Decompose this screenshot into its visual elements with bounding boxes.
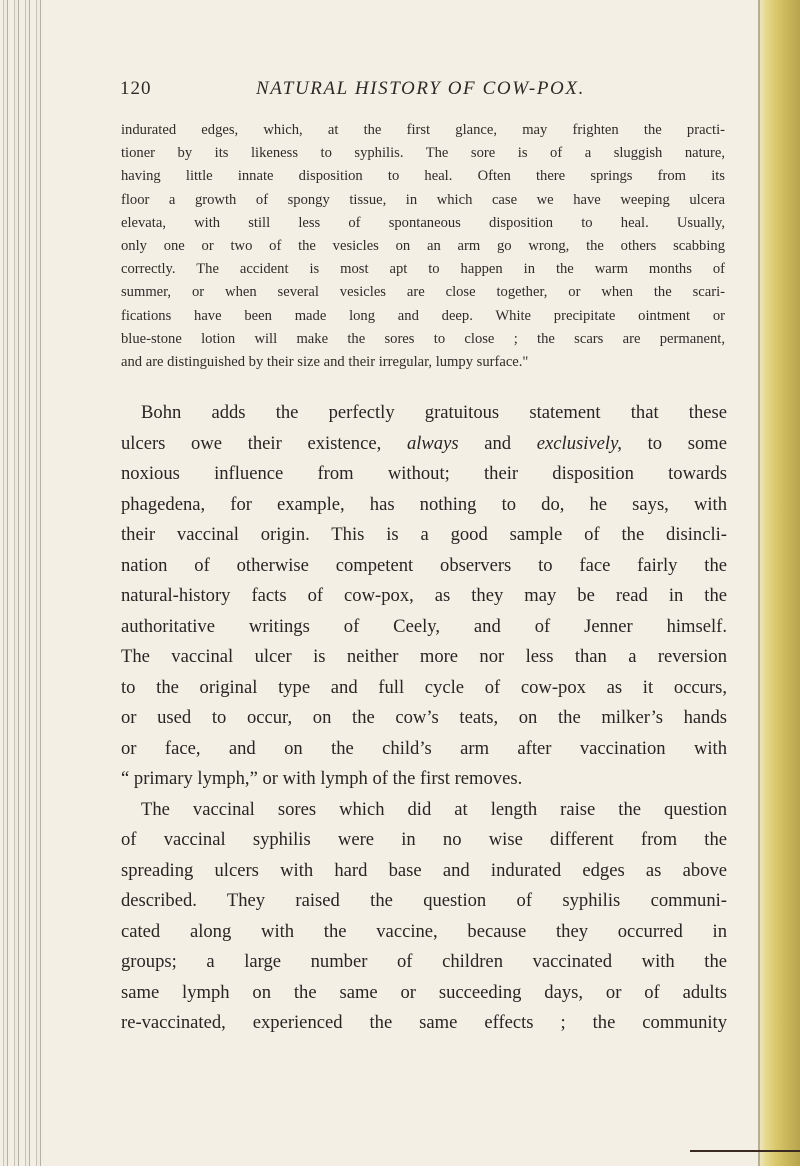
paragraph-line: to the original type and full cycle of cow-pox as it occurs, — [121, 676, 727, 698]
paragraph-line: of vaccinal syphilis were in no wise different from the — [121, 829, 727, 850]
paragraph-line: same lymph on the same or succeeding days, or of adults — [121, 981, 727, 1003]
paragraph-line: re-vaccinated, experienced the same effects ; the community — [121, 1012, 727, 1033]
quote-line: summer, or when several vesicles are close together, or when the scari- — [121, 284, 725, 301]
paragraph-line-with-emphasis — [121, 429, 727, 460]
paragraph-line: cated along with the vaccine, because they occurred in — [121, 920, 727, 942]
paragraph-line: groups; a large number of children vaccinated with the — [121, 951, 727, 972]
quote-line: correctly. The accident is most apt to happen in the warm months of — [121, 261, 725, 278]
paragraph-line: “ primary lymph,” or with lymph of the first removes. — [121, 768, 523, 789]
quote-line: blue-stone lotion will make the sores to close ; the scars are permanent, — [121, 330, 725, 347]
text-run: and — [458, 432, 537, 454]
quote-line: indurated edges, which, at the first glance, may frighten the practi- — [121, 122, 725, 138]
page-header — [120, 78, 720, 108]
running-head: NATURAL HISTORY OF COW-POX. — [256, 78, 585, 99]
bottom-edge-rule — [690, 1150, 800, 1152]
paragraph-line: The vaccinal sores which did at length raise the question — [141, 798, 727, 820]
paragraph-line: authoritative writings of Ceely, and of Jenner himself. — [121, 615, 727, 637]
quote-line: tioner by its likeness to syphilis. The sore is of a sluggish nature, — [121, 145, 725, 162]
quote-line: having little innate disposition to heal. Often there springs from its — [121, 168, 725, 185]
quoted-passage — [121, 119, 725, 374]
page-number: 120 — [120, 78, 152, 99]
page-edge-line — [758, 0, 760, 1166]
page-right-edge — [758, 0, 800, 1166]
paragraph-line: described. They raised the question of syphilis communi- — [121, 890, 727, 911]
paragraph-line: The vaccinal ulcer is neither more nor less than a reversion — [121, 646, 727, 667]
quote-line: fications have been made long and deep. White precipitate ointment or — [121, 307, 725, 324]
emphasis-exclusively: exclusively, — [536, 432, 622, 454]
quote-line: elevata, with still less of spontaneous disposition to heal. Usually, — [121, 214, 725, 231]
paragraph-line: noxious influence from without; their disposition towards — [121, 463, 727, 484]
paragraph-line: phagedena, for example, has nothing to do, he says, with — [121, 493, 727, 515]
paragraph-line: their vaccinal origin. This is a good sample of the disincli- — [121, 524, 727, 545]
paragraph-line: spreading ulcers with hard base and indurated edges as above — [121, 859, 727, 881]
emphasis-always: always — [406, 432, 459, 454]
paragraph-line: nation of otherwise competent observers to face fairly the — [121, 554, 727, 576]
text-run: to some — [621, 432, 727, 454]
paragraph-line: or used to occur, on the cow’s teats, on the milker’s hands — [121, 707, 727, 728]
paragraph-line: or face, and on the child’s arm after vaccination with — [121, 737, 727, 759]
text-run: ulcers owe their existence, — [121, 432, 407, 454]
quote-line: floor a growth of spongy tissue, in which case we have weeping ulcera — [121, 191, 725, 208]
paragraph-line: natural-history facts of cow-pox, as they may be read in the — [121, 585, 727, 606]
quote-line: only one or two of the vesicles on an arm go wrong, the others scabbing — [121, 238, 725, 255]
body-text — [121, 398, 727, 1039]
page-binding-edge — [0, 0, 46, 1166]
paragraph-line: Bohn adds the perfectly gratuitous statement that these — [141, 402, 727, 423]
quote-line: and are distinguished by their size and their irregular, lumpy surface." — [121, 354, 529, 371]
